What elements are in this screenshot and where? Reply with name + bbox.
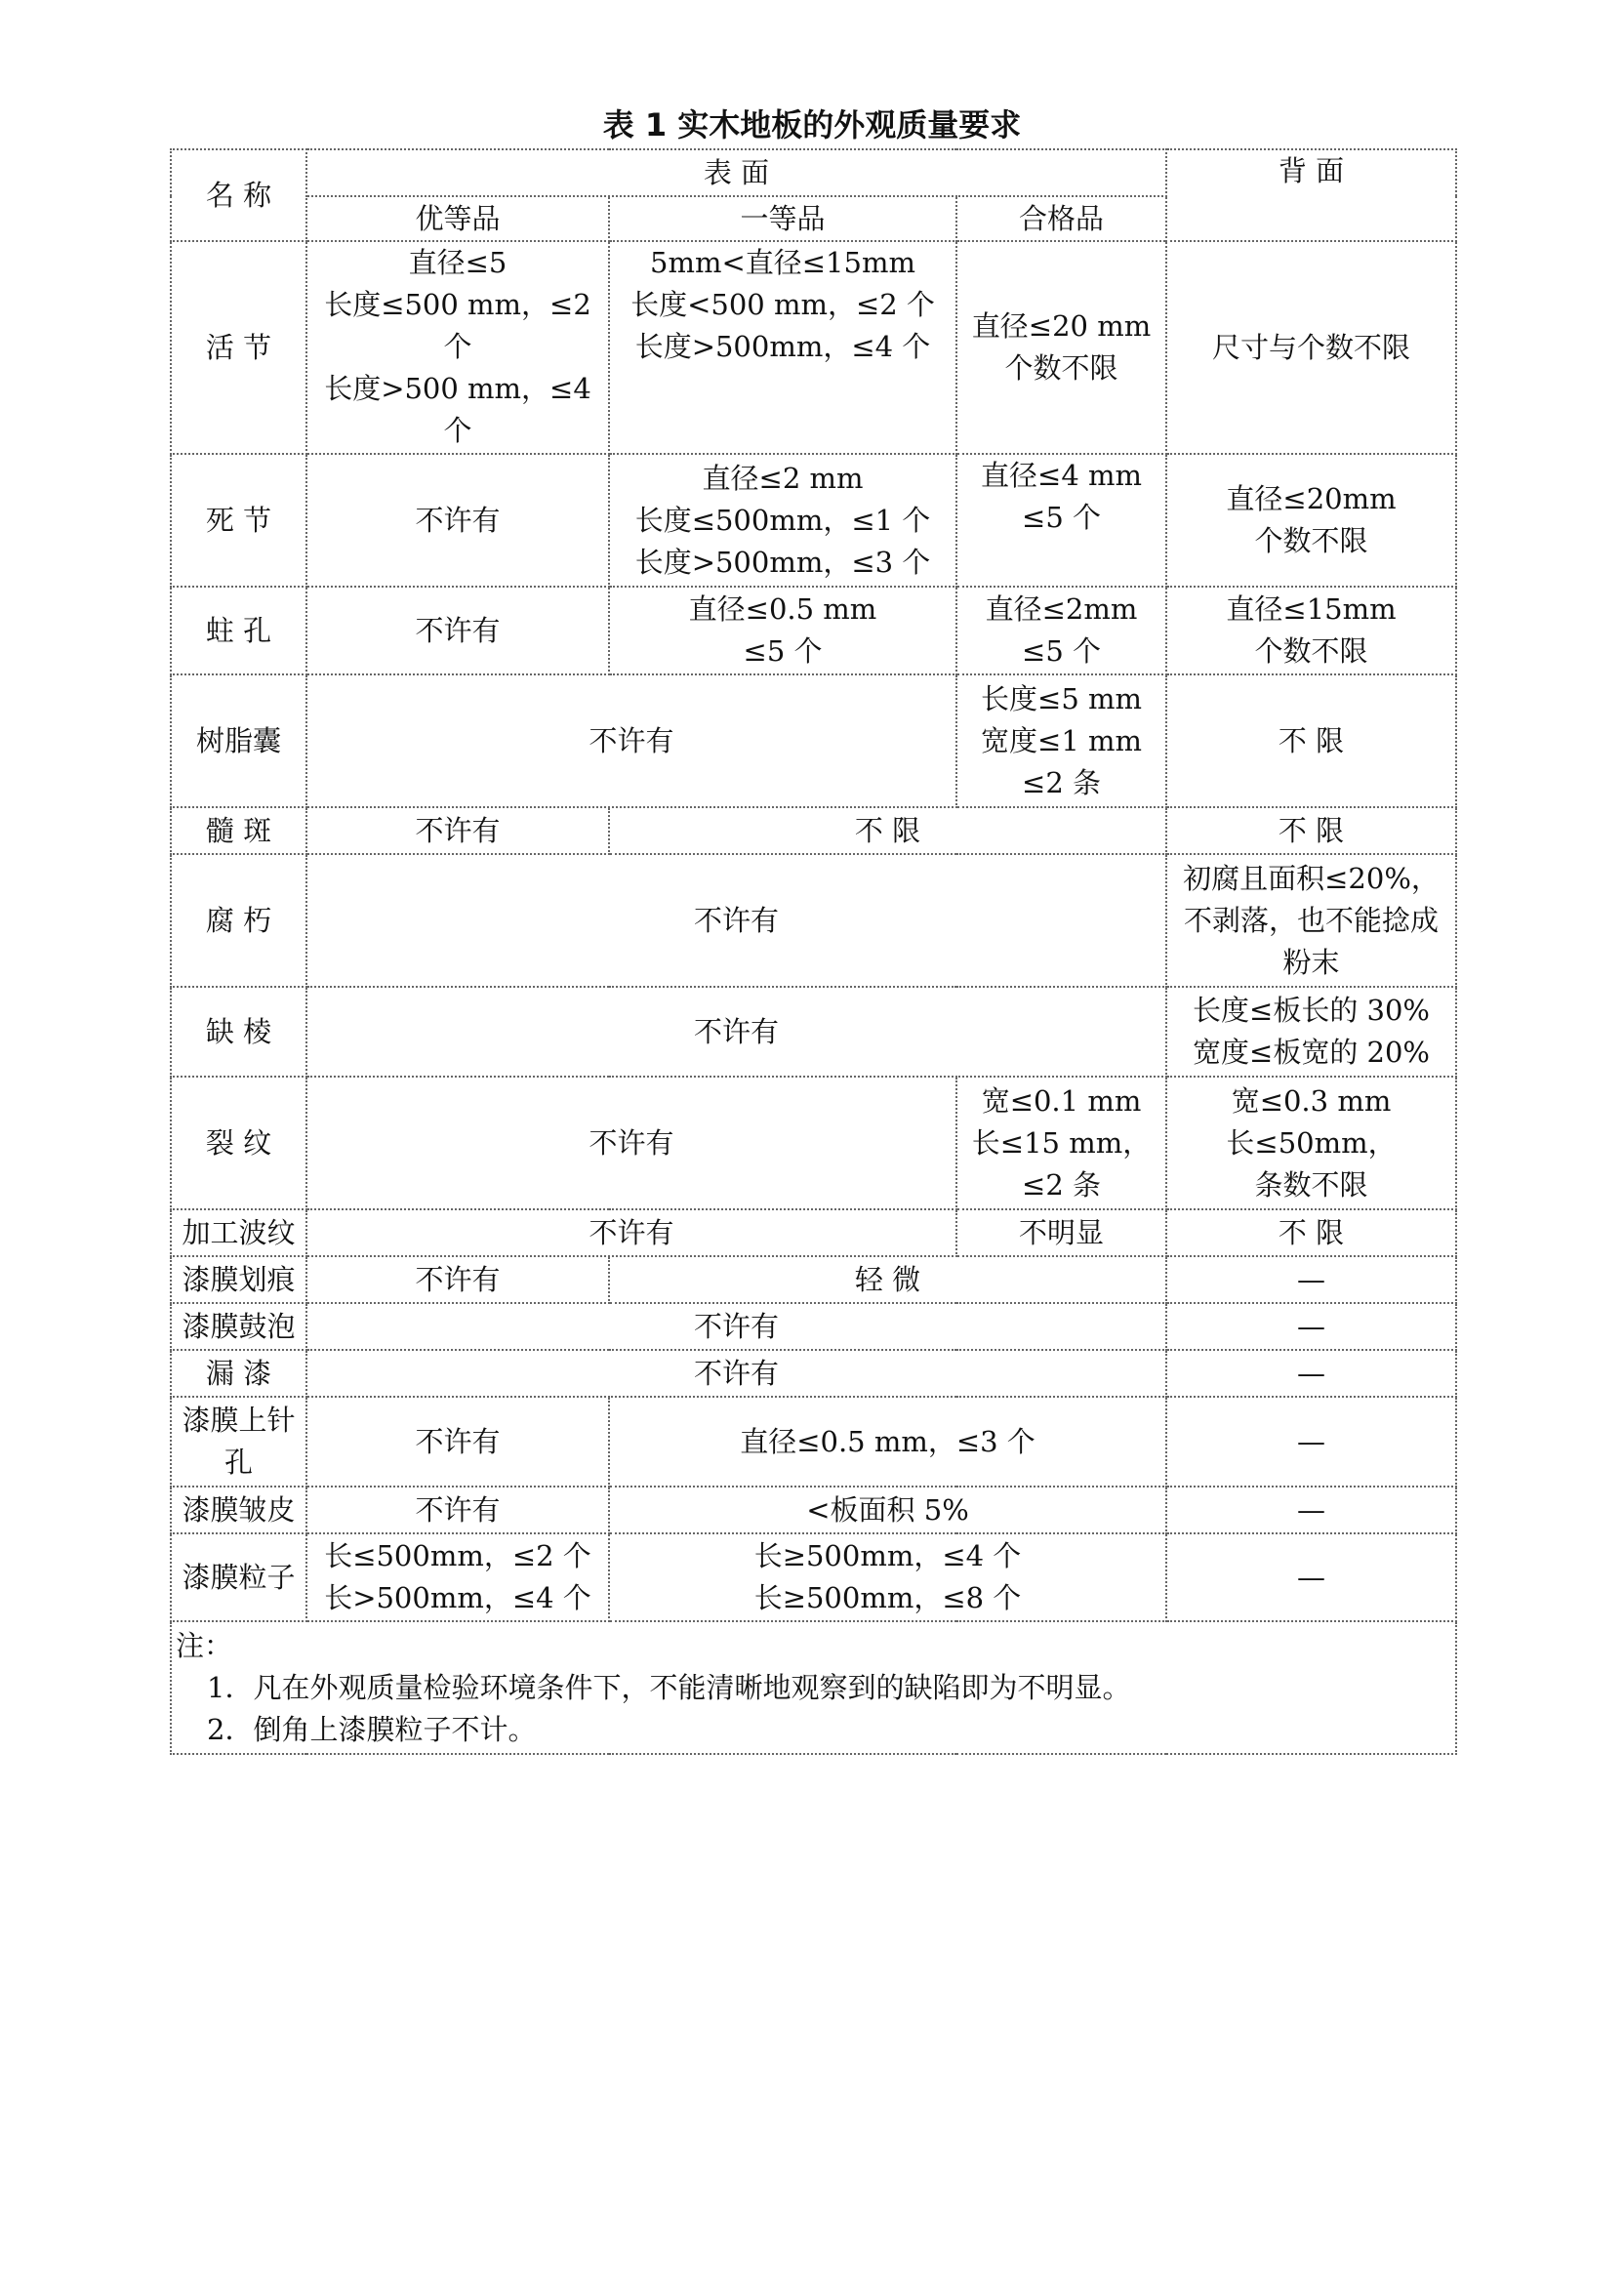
cell-first-qualified: 直径≤0.5 mm，≤3 个 bbox=[740, 1424, 1035, 1458]
header-grade-excellent: 优等品 bbox=[306, 196, 609, 241]
cell-all-surface: 不许有 bbox=[694, 903, 780, 937]
cell-back: 宽≤0.3 mm 长≤50mm， 条数不限 bbox=[1226, 1083, 1397, 1202]
cell-excellent: 不许有 bbox=[415, 1424, 501, 1458]
cell-excellent: 不许有 bbox=[415, 613, 501, 647]
cell-first: 直径≤0.5 mm ≤5 个 bbox=[688, 592, 877, 668]
row-name: 加工波纹 bbox=[182, 1215, 296, 1249]
quality-requirements-table bbox=[170, 148, 1457, 1755]
notes-row bbox=[171, 1621, 1456, 1754]
cell-all-surface: 不许有 bbox=[694, 1014, 780, 1048]
row-name: 漆膜鼓泡 bbox=[182, 1309, 296, 1343]
row-name: 漆膜划痕 bbox=[182, 1262, 296, 1296]
cell-back: — bbox=[1297, 1262, 1326, 1296]
note-item: 2．倒角上漆膜粒子不计。 bbox=[207, 1712, 537, 1746]
cell-qualified: 不明显 bbox=[1019, 1215, 1105, 1249]
table-row bbox=[171, 241, 1456, 454]
row-name: 漆膜粒子 bbox=[182, 1560, 296, 1594]
cell-first: 直径≤2 mm 长度≤500mm，≤1 个 长度>500mm，≤3 个 bbox=[634, 461, 931, 579]
table-row bbox=[171, 1350, 1456, 1397]
cell-first-qualified: 不 限 bbox=[854, 813, 921, 847]
cell-surface-merged: 不许有 bbox=[589, 723, 674, 757]
cell-back: — bbox=[1297, 1356, 1326, 1390]
cell-first: 5mm<直径≤15mm 长度<500 mm，≤2 个 长度>500mm，≤4 个 bbox=[630, 246, 935, 363]
row-name: 腐 朽 bbox=[205, 903, 272, 937]
cell-all-surface: 不许有 bbox=[694, 1309, 780, 1343]
cell-qualified: 直径≤2mm ≤5 个 bbox=[985, 592, 1138, 668]
cell-back: — bbox=[1297, 1560, 1326, 1594]
note-item: 1．凡在外观质量检验环境条件下，不能清晰地观察到的缺陷即为不明显。 bbox=[207, 1670, 1131, 1704]
cell-back: 直径≤15mm 个数不限 bbox=[1226, 592, 1397, 668]
table-row bbox=[171, 1209, 1456, 1256]
cell-first-qualified: 长≥500mm，≤4 个 长≥500mm，≤8 个 bbox=[753, 1539, 1022, 1614]
cell-excellent: 长≤500mm，≤2 个 长>500mm，≤4 个 bbox=[324, 1539, 591, 1614]
cell-back: 长度≤板长的 30% 宽度≤板宽的 20% bbox=[1193, 994, 1430, 1069]
row-name: 漆膜上针孔 bbox=[182, 1404, 296, 1479]
cell-excellent: 不许有 bbox=[415, 813, 501, 847]
row-name: 活 节 bbox=[205, 330, 272, 364]
row-name: 漆膜皱皮 bbox=[182, 1492, 296, 1527]
header-row bbox=[171, 149, 1456, 196]
table-row bbox=[171, 454, 1456, 587]
cell-back: — bbox=[1297, 1492, 1326, 1527]
table-row bbox=[171, 1533, 1456, 1621]
cell-back: 尺寸与个数不限 bbox=[1212, 330, 1411, 364]
table-row bbox=[171, 1397, 1456, 1487]
cell-first-qualified: 轻 微 bbox=[854, 1262, 921, 1296]
table-row bbox=[171, 854, 1456, 987]
cell-qualified: 宽≤0.1 mm 长≤15 mm， ≤2 条 bbox=[971, 1083, 1152, 1202]
cell-back: 不 限 bbox=[1278, 723, 1345, 757]
cell-excellent: 直径≤5 长度≤500 mm，≤2个 长度>500 mm，≤4个 bbox=[324, 246, 591, 447]
table-row bbox=[171, 1487, 1456, 1533]
notes-cell bbox=[171, 1621, 1456, 1754]
cell-back: 不 限 bbox=[1278, 1215, 1345, 1249]
table-row bbox=[171, 587, 1456, 674]
cell-excellent: 不许有 bbox=[415, 1262, 501, 1296]
header-name: 名 称 bbox=[171, 149, 306, 241]
cell-surface-merged: 不许有 bbox=[589, 1125, 674, 1160]
cell-qualified: 直径≤4 mm ≤5 个 bbox=[981, 459, 1142, 534]
cell-qualified: 长度≤5 mm 宽度≤1 mm ≤2 条 bbox=[981, 681, 1142, 799]
header-surface: 表 面 bbox=[306, 149, 1166, 196]
table-row bbox=[171, 1077, 1456, 1209]
cell-surface-merged: 不许有 bbox=[589, 1215, 674, 1249]
cell-back: — bbox=[1297, 1309, 1326, 1343]
row-name: 漏 漆 bbox=[205, 1356, 272, 1390]
row-name: 髓 斑 bbox=[205, 813, 272, 847]
header-grade-first: 一等品 bbox=[609, 196, 956, 241]
row-name: 缺 棱 bbox=[205, 1014, 272, 1048]
cell-first-qualified: <板面积 5% bbox=[806, 1492, 969, 1527]
cell-back: — bbox=[1297, 1424, 1326, 1458]
table-row bbox=[171, 987, 1456, 1077]
table-row bbox=[171, 807, 1456, 854]
header-back: 背 面 bbox=[1166, 149, 1456, 241]
header-grade-qualified: 合格品 bbox=[956, 196, 1166, 241]
table-title: 表 1 实木地板的外观质量要求 bbox=[602, 106, 1022, 143]
cell-back: 直径≤20mm 个数不限 bbox=[1226, 482, 1397, 557]
cell-all-surface: 不许有 bbox=[694, 1356, 780, 1390]
row-name: 蛀 孔 bbox=[205, 613, 272, 647]
table-row bbox=[171, 674, 1456, 807]
notes-label: 注： bbox=[176, 1628, 233, 1662]
cell-qualified: 直径≤20 mm 个数不限 bbox=[971, 309, 1152, 385]
table-row bbox=[171, 1256, 1456, 1303]
cell-back: 不 限 bbox=[1278, 813, 1345, 847]
cell-excellent: 不许有 bbox=[415, 1492, 501, 1527]
cell-back: 初腐且面积≤20%，不剥落，也不能捻成粉末 bbox=[1183, 861, 1440, 979]
row-name: 树脂囊 bbox=[195, 723, 281, 757]
table-row bbox=[171, 1303, 1456, 1350]
row-name: 死 节 bbox=[205, 503, 272, 537]
cell-excellent: 不许有 bbox=[415, 503, 501, 537]
row-name: 裂 纹 bbox=[205, 1125, 272, 1160]
